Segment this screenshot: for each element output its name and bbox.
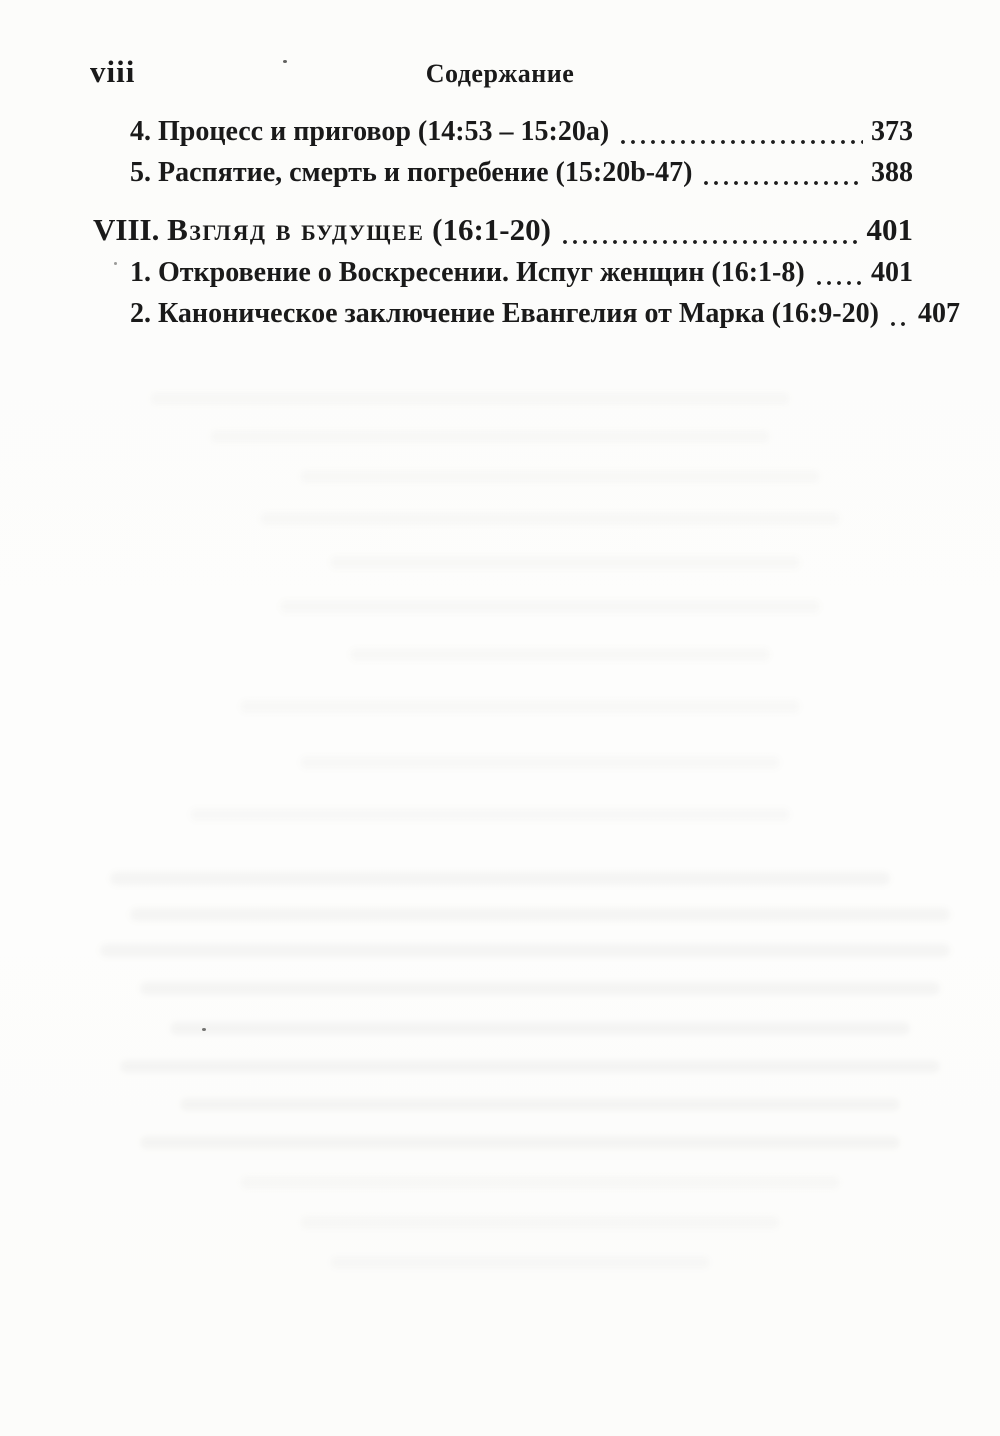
toc-entry-label: 2. Каноническое заключение Евангелия от Марка (16:9-20) <box>130 298 879 329</box>
chapter-numeral: VIII. <box>93 212 160 247</box>
toc-entry <box>90 293 960 334</box>
running-head: Содержание <box>425 59 575 88</box>
toc-entry-page-number: 401 <box>871 257 913 288</box>
toc-entry <box>90 152 913 193</box>
toc-entry-label: 5. Распятие, смерть и погребение (15:20b-47) <box>130 157 693 188</box>
toc-entry-page-number: 401 <box>866 212 913 247</box>
toc-entry-page-number: 407 <box>917 298 960 329</box>
toc-entry-label <box>93 207 551 252</box>
toc-entry-chapter <box>90 207 913 252</box>
dotted-leader <box>701 181 863 185</box>
page-number-folio: viii <box>90 54 136 89</box>
table-of-contents <box>90 111 960 334</box>
page-header <box>0 52 1000 94</box>
dotted-leader <box>618 140 863 144</box>
dotted-leader <box>560 240 859 244</box>
dotted-leader <box>888 322 910 326</box>
toc-entry-page-number: 373 <box>871 116 913 147</box>
toc-entry-label: 4. Процесс и приговор (14:53 – 15:20a) <box>130 116 610 147</box>
toc-entry <box>90 252 913 293</box>
toc-entry-page-number: 388 <box>871 157 913 188</box>
scan-speck <box>202 1028 206 1031</box>
dotted-leader <box>814 281 863 285</box>
chapter-verse-ref: (16:1-20) <box>432 212 551 247</box>
toc-entry-label: 1. Откровение о Воскресении. Испуг женщин (16:1-8) <box>130 257 805 288</box>
chapter-title: Взгляд в будущее <box>167 212 425 247</box>
toc-entry <box>90 111 913 152</box>
